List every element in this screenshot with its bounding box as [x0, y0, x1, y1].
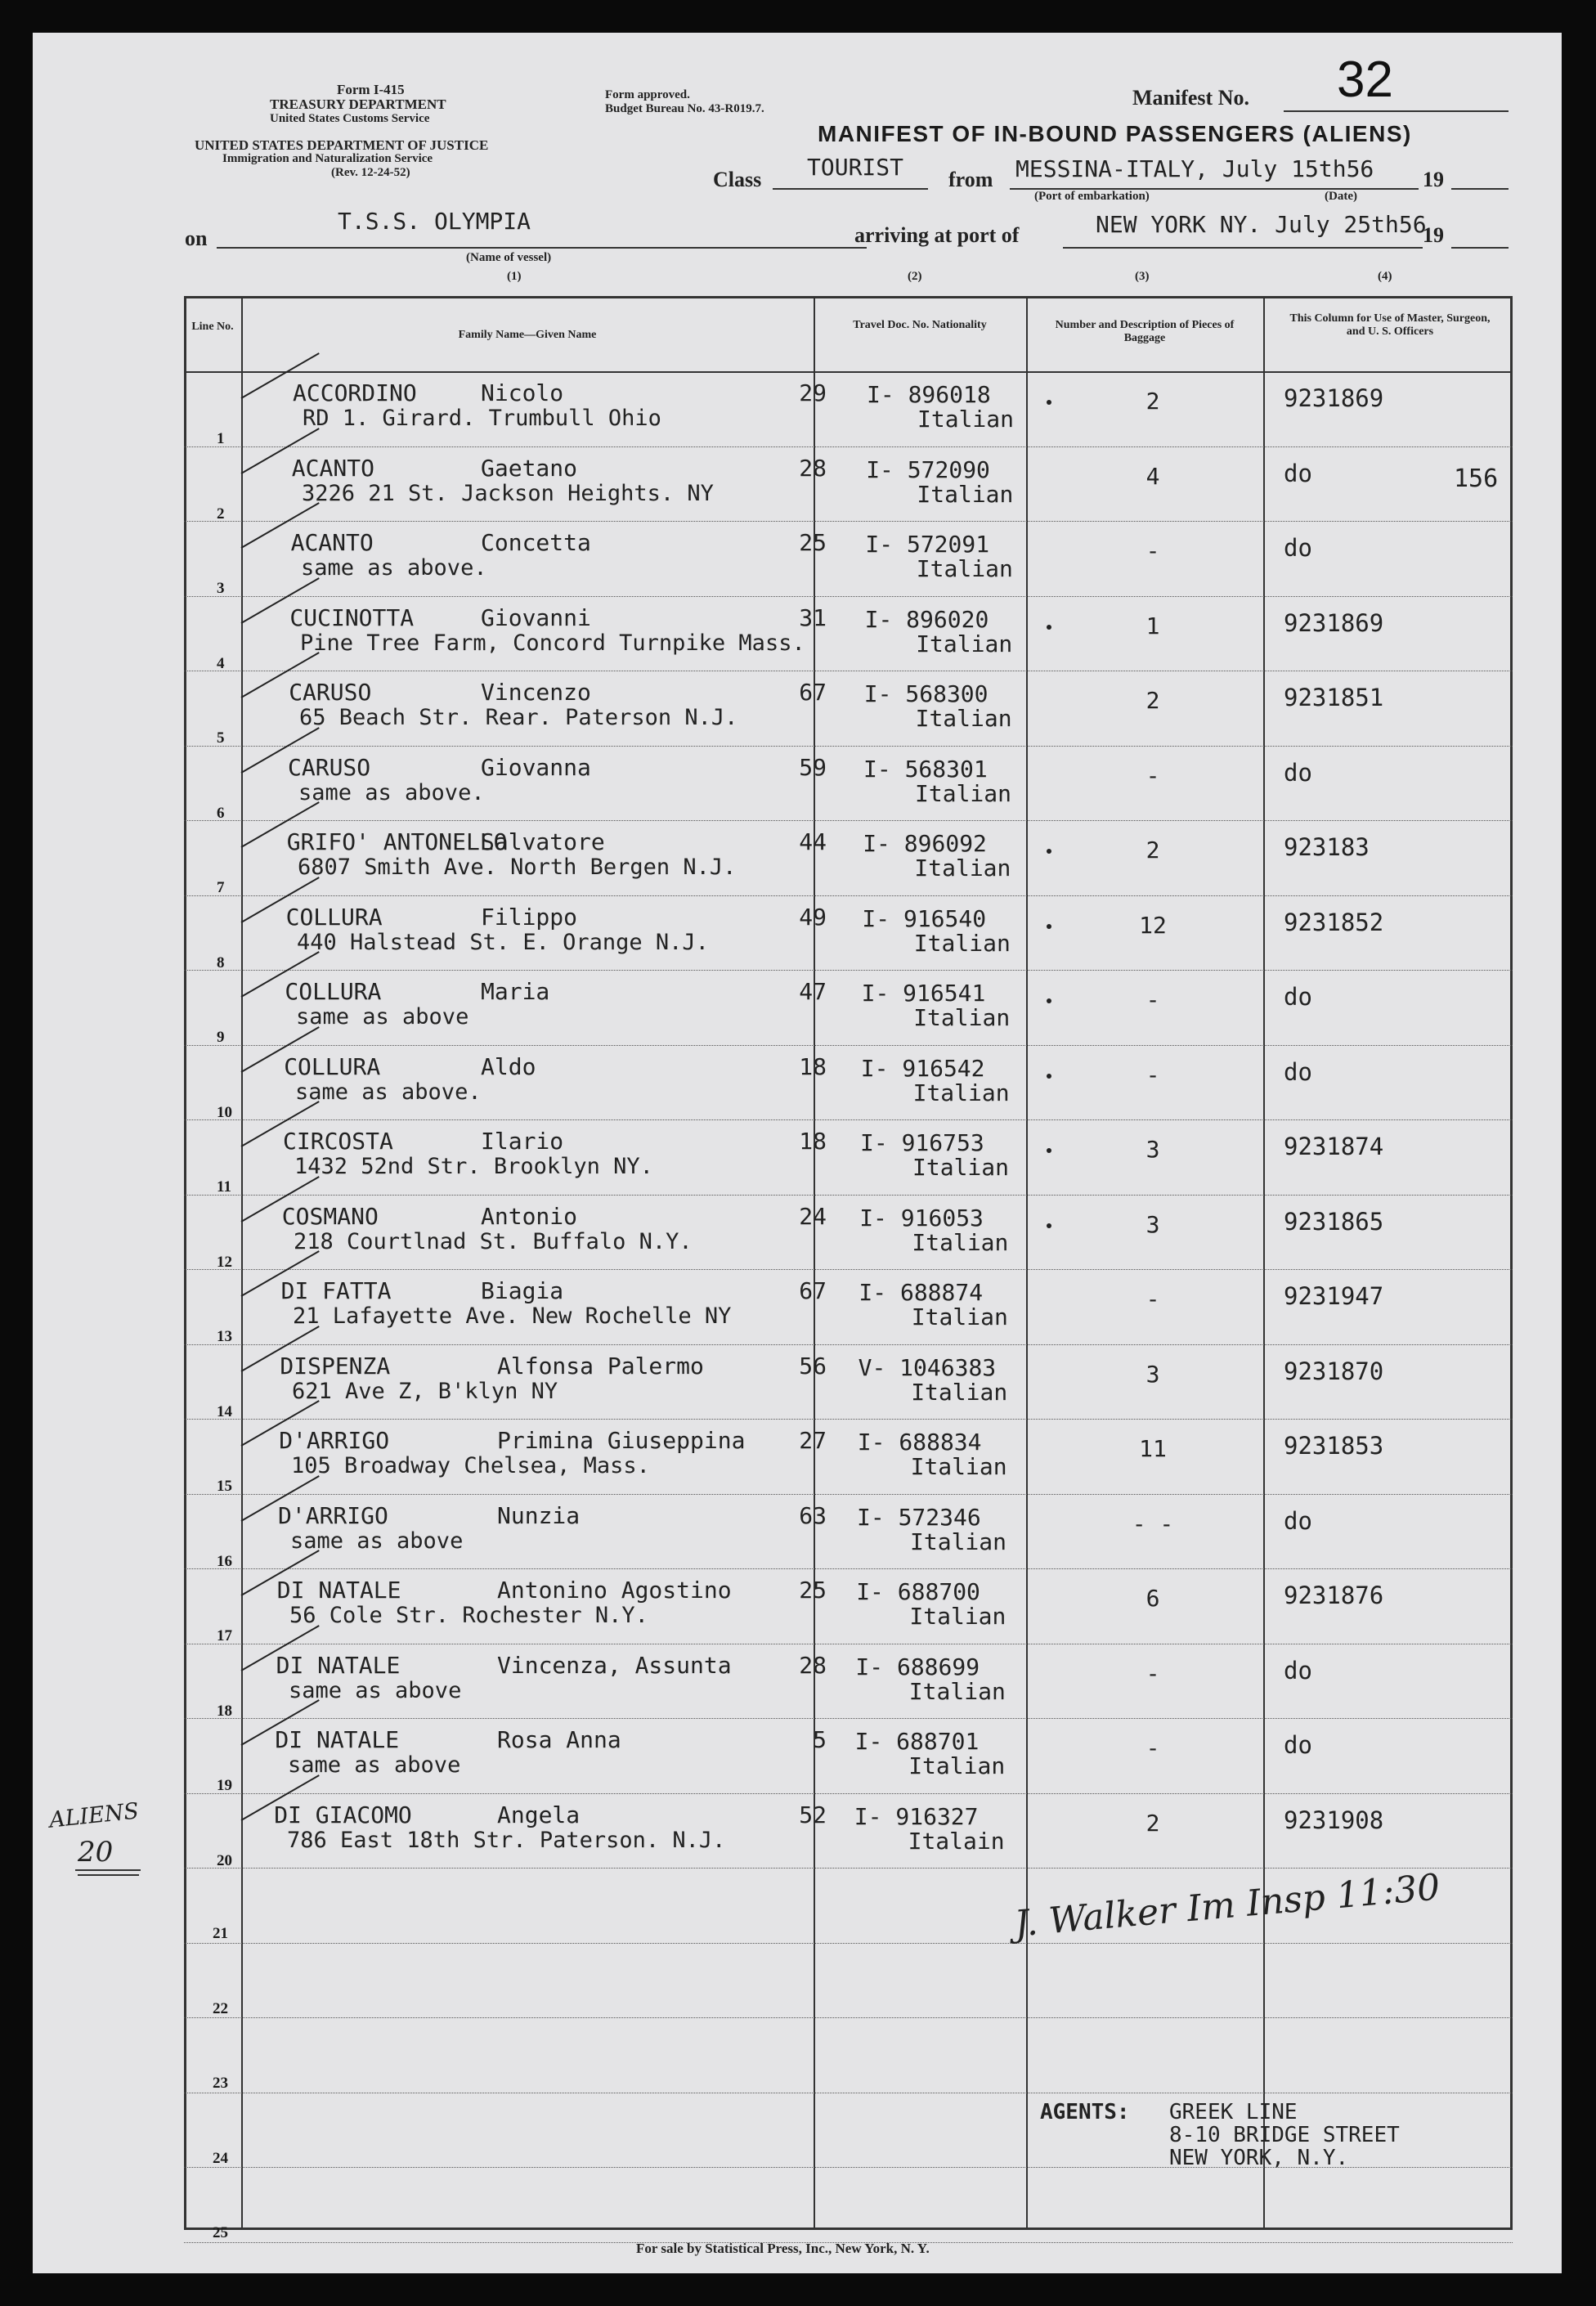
family-name: DI NATALE — [276, 1577, 401, 1604]
given-name: Antonio — [481, 1202, 578, 1230]
travel-doc-no: I- 896020 — [864, 605, 989, 633]
officer-number: 9231947 — [1284, 1282, 1384, 1310]
header-officers: This Column for Use of Master, Surgeon, and U. S. Officers — [1289, 312, 1491, 338]
officer-number: do — [1284, 1057, 1312, 1086]
line-number: 9 — [217, 1029, 225, 1046]
revision: (Rev. 12-24-52) — [331, 166, 410, 179]
family-name: ACANTO — [291, 454, 374, 482]
tick-mark — [1047, 1223, 1051, 1228]
form-approved: Form approved. — [605, 88, 690, 101]
side-note: 156 — [1454, 464, 1499, 493]
baggage-count: 2 — [1145, 1809, 1160, 1837]
line-number: 21 — [213, 1925, 228, 1942]
baggage-count: 2 — [1145, 837, 1160, 864]
vessel-name: T.S.S. OLYMPIA — [338, 208, 531, 235]
nationality: Italain — [908, 1827, 1005, 1855]
age: 52 — [799, 1801, 827, 1828]
given-name: Biagia — [481, 1277, 564, 1304]
age: 25 — [799, 529, 827, 556]
line-number: 14 — [217, 1402, 232, 1420]
nationality: Italian — [910, 1528, 1007, 1555]
given-name: Maria — [481, 978, 550, 1005]
given-name: Filippo — [481, 903, 578, 931]
header-travel-doc: Travel Doc. No. Nationality — [853, 319, 987, 331]
line-number: 5 — [217, 729, 225, 747]
arrival-value: NEW YORK NY. July 25th56 — [1096, 211, 1427, 238]
age: 29 — [799, 379, 827, 406]
nationality: Italian — [916, 555, 1013, 582]
given-name: Gaetano — [481, 454, 578, 482]
signature: J. Walker Im Insp 11:30 — [1012, 1866, 1442, 1945]
nationality: Italian — [912, 1154, 1010, 1181]
on-label: on — [185, 227, 208, 250]
line-number: 12 — [217, 1253, 232, 1271]
nationality: Italian — [912, 1228, 1009, 1256]
line-number: 2 — [217, 505, 225, 523]
ins-service: Immigration and Naturalization Service — [222, 152, 433, 165]
travel-doc-no: I- 688874 — [859, 1279, 984, 1306]
tick-mark — [1047, 998, 1051, 1003]
class-value: TOURIST — [807, 154, 904, 181]
given-name: Vincenza, Assunta — [497, 1651, 732, 1679]
given-name: Vincenzo — [481, 679, 591, 706]
year-suffix-2: 19 — [1423, 223, 1444, 247]
age: 24 — [799, 1202, 827, 1230]
officer-number: 9231869 — [1284, 384, 1384, 412]
nationality: Italian — [913, 1004, 1011, 1031]
address: 218 Courtlnad St. Buffalo N.Y. — [294, 1228, 693, 1254]
officer-number: do — [1284, 758, 1312, 787]
baggage-count: - — [1145, 1285, 1160, 1312]
line-number: 16 — [217, 1552, 232, 1570]
tick-mark — [1047, 1074, 1051, 1079]
address: same as above — [289, 1677, 462, 1703]
line-number: 10 — [217, 1103, 232, 1121]
age: 56 — [799, 1352, 827, 1380]
from-label: from — [948, 168, 993, 191]
port-caption: (Port of embarkation) — [1034, 190, 1150, 203]
age: 5 — [813, 1726, 827, 1753]
line-number: 15 — [217, 1478, 232, 1495]
given-name: Giovanni — [481, 603, 591, 631]
travel-doc-no: I- 896018 — [867, 381, 991, 408]
baggage-count: - — [1145, 986, 1160, 1013]
line-number: 22 — [213, 1999, 228, 2017]
tick-mark — [1047, 400, 1051, 405]
baggage-count: 1 — [1145, 612, 1160, 639]
date-caption: (Date) — [1325, 190, 1357, 203]
officer-number: do — [1284, 1656, 1312, 1685]
age: 28 — [799, 454, 827, 482]
form-number: Form I-415 — [337, 82, 405, 97]
family-name: CUCINOTTA — [289, 603, 415, 631]
travel-doc-no: I- 568301 — [863, 755, 988, 783]
customs-service: United States Customs Service — [270, 112, 430, 125]
address: 105 Broadway Chelsea, Mass. — [291, 1453, 650, 1478]
family-name: CARUSO — [289, 679, 372, 706]
agents-name: GREEK LINE — [1169, 2100, 1298, 2124]
travel-doc-no: I- 568300 — [863, 680, 989, 707]
manifest-title: MANIFEST OF IN-BOUND PASSENGERS (ALIENS) — [818, 121, 1412, 146]
nationality: Italian — [912, 1079, 1010, 1106]
age: 63 — [799, 1501, 827, 1529]
from-value: MESSINA-ITALY, July 15th56 — [1015, 155, 1374, 182]
family-name: CARUSO — [288, 753, 371, 781]
family-name: DI GIACOMO — [274, 1801, 412, 1828]
travel-doc-no: I- 896092 — [863, 830, 987, 857]
baggage-count: - — [1145, 761, 1160, 789]
line-number: 3 — [217, 580, 225, 597]
aliens-count: 20 — [78, 1836, 114, 1869]
baggage-count: 4 — [1145, 462, 1160, 490]
age: 47 — [799, 978, 827, 1005]
baggage-count: 2 — [1145, 388, 1160, 415]
agents-address-2: NEW YORK, N.Y. — [1169, 2146, 1349, 2170]
baggage-count: 2 — [1145, 687, 1160, 714]
line-number: 13 — [217, 1328, 232, 1345]
age: 27 — [799, 1427, 827, 1454]
address: same as above. — [295, 1079, 482, 1105]
baggage-count: 3 — [1145, 1210, 1160, 1238]
travel-doc-no: I- 916542 — [860, 1054, 985, 1082]
nationality: Italian — [910, 1453, 1007, 1480]
travel-doc-no: V- 1046383 — [858, 1353, 997, 1381]
given-name: Ilario — [481, 1128, 564, 1155]
tick-mark — [1047, 849, 1051, 854]
age: 18 — [799, 1128, 827, 1155]
family-name: DI NATALE — [275, 1726, 400, 1753]
line-number: 4 — [217, 654, 225, 672]
family-name: COSMANO — [281, 1202, 379, 1230]
year-suffix: 19 — [1423, 168, 1444, 191]
baggage-count: 12 — [1139, 911, 1167, 939]
officer-number: do — [1284, 534, 1312, 562]
officer-number: 9231865 — [1284, 1207, 1384, 1236]
officer-number: 9231852 — [1284, 908, 1384, 936]
agents-label: AGENTS: — [1040, 2100, 1130, 2124]
travel-doc-no: I- 916327 — [854, 1802, 979, 1830]
address: same as above — [290, 1528, 464, 1554]
header-name: Family Name—Given Name — [458, 329, 597, 341]
header-line-no: Line No. — [191, 321, 234, 333]
officer-number: 9231874 — [1284, 1133, 1384, 1160]
nationality: Italian — [908, 1752, 1006, 1779]
address: Pine Tree Farm, Concord Turnpike Mass. — [300, 630, 805, 656]
col-number-1: (1) — [507, 270, 522, 283]
address: 65 Beach Str. Rear. Paterson N.J. — [299, 705, 738, 730]
family-name: GRIFO' ANTONELLO — [286, 828, 508, 855]
age: 18 — [799, 1052, 827, 1080]
given-name: Alfonsa Palermo — [497, 1352, 704, 1380]
officer-number: do — [1284, 1506, 1312, 1535]
treasury-dept: TREASURY DEPARTMENT — [270, 96, 446, 112]
passenger-rows — [33, 33, 1562, 2273]
address: 21 Lafayette Ave. New Rochelle NY — [293, 1303, 732, 1329]
address: same as above. — [301, 555, 487, 581]
address: 56 Cole Str. Rochester N.Y. — [289, 1603, 648, 1628]
given-name: Angela — [497, 1801, 581, 1828]
baggage-count: - — [1145, 1659, 1160, 1687]
given-name: Primina Giuseppina — [497, 1427, 746, 1454]
baggage-count: - — [1145, 537, 1160, 564]
age: 28 — [799, 1651, 827, 1679]
nationality: Italian — [917, 480, 1014, 508]
age: 67 — [799, 1277, 827, 1304]
family-name: COLLURA — [285, 978, 382, 1005]
line-number: 6 — [217, 804, 225, 822]
family-name: ACANTO — [290, 529, 374, 556]
officer-number: do — [1284, 459, 1312, 487]
travel-doc-no: I- 916753 — [860, 1129, 984, 1156]
printer-footer: For sale by Statistical Press, Inc., New York, N. Y. — [636, 2241, 930, 2256]
col-number-2: (2) — [908, 270, 922, 283]
baggage-count: - — [1145, 1734, 1160, 1761]
age: 67 — [799, 679, 827, 706]
officer-number: 9231853 — [1284, 1432, 1384, 1460]
line-number: 19 — [217, 1777, 232, 1794]
aliens-label: ALIENS — [47, 1798, 141, 1833]
baggage-count: 3 — [1145, 1136, 1160, 1163]
officer-number: do — [1284, 983, 1312, 1011]
family-name: D'ARRIGO — [278, 1501, 388, 1529]
baggage-count: 3 — [1145, 1360, 1160, 1388]
address: 621 Ave Z, B'klyn NY — [292, 1378, 558, 1404]
family-name: DI FATTA — [280, 1277, 392, 1304]
line-number: 25 — [213, 2224, 228, 2241]
given-name: Nunzia — [497, 1501, 581, 1529]
address: same as above. — [298, 779, 485, 805]
line-number: 11 — [217, 1178, 231, 1196]
nationality: Italian — [908, 1677, 1006, 1705]
line-number: 17 — [217, 1627, 232, 1644]
officer-number: 9231876 — [1284, 1581, 1384, 1609]
arriving-label: arriving at port of — [854, 223, 1020, 247]
line-number: 8 — [217, 953, 225, 971]
line-number: 18 — [217, 1702, 232, 1720]
tick-mark — [1047, 625, 1051, 630]
travel-doc-no: I- 572090 — [866, 455, 990, 483]
line-number: 1 — [217, 430, 225, 447]
manifest-page — [33, 33, 1562, 2273]
family-name: CIRCOSTA — [283, 1128, 393, 1155]
travel-doc-no: I- 916053 — [859, 1204, 984, 1232]
family-name: COLLURA — [284, 1052, 381, 1080]
address: 1432 52nd Str. Brooklyn NY. — [294, 1154, 653, 1179]
baggage-count: - - — [1132, 1510, 1174, 1537]
nationality: Italian — [915, 705, 1012, 732]
nationality: Italian — [911, 1378, 1008, 1406]
travel-doc-no: I- 916541 — [861, 980, 986, 1007]
col-number-3: (3) — [1135, 270, 1150, 283]
line-number: 7 — [217, 879, 225, 896]
address: 6807 Smith Ave. North Bergen N.J. — [298, 855, 737, 880]
agents-address-1: 8-10 BRIDGE STREET — [1169, 2123, 1400, 2147]
age: 44 — [799, 828, 827, 855]
given-name: Antonino Agostino — [497, 1577, 732, 1604]
line-number: 24 — [213, 2149, 228, 2167]
family-name: DISPENZA — [280, 1352, 391, 1380]
address: 3226 21 St. Jackson Heights. NY — [302, 480, 714, 506]
age: 59 — [799, 753, 827, 781]
travel-doc-no: I- 688699 — [855, 1653, 980, 1680]
nationality: Italian — [916, 630, 1013, 657]
col-number-4: (4) — [1378, 270, 1392, 283]
address: 786 East 18th Str. Paterson. N.J. — [287, 1827, 726, 1853]
family-name: D'ARRIGO — [279, 1427, 390, 1454]
officer-number: 9231908 — [1284, 1806, 1384, 1834]
officer-number: 9231869 — [1284, 608, 1384, 637]
age: 31 — [799, 603, 827, 631]
travel-doc-no: I- 916540 — [862, 904, 987, 932]
officer-number: 923183 — [1284, 833, 1370, 861]
given-name: Nicolo — [481, 379, 564, 406]
nationality: Italian — [914, 855, 1011, 882]
class-label: Class — [713, 168, 762, 191]
baggage-count: - — [1145, 1061, 1160, 1088]
family-name: DI NATALE — [276, 1651, 401, 1679]
officer-number: 9231870 — [1284, 1357, 1384, 1385]
nationality: Italian — [917, 406, 1015, 433]
given-name: Concetta — [481, 529, 591, 556]
address: same as above — [288, 1752, 461, 1778]
given-name: Salvatore — [481, 828, 605, 855]
tick-mark — [1047, 924, 1051, 929]
nationality: Italian — [909, 1603, 1006, 1630]
manifest-label: Manifest No. — [1132, 86, 1249, 110]
address: same as above — [296, 1004, 469, 1030]
family-name: ACCORDINO — [293, 379, 417, 406]
nationality: Italian — [915, 779, 1012, 807]
officer-number: 9231851 — [1284, 684, 1384, 711]
travel-doc-no: I- 688701 — [854, 1728, 980, 1755]
nationality: Italian — [911, 1303, 1008, 1330]
travel-doc-no: I- 688700 — [856, 1578, 980, 1605]
travel-doc-no: I- 572346 — [857, 1503, 981, 1531]
baggage-count: 11 — [1139, 1435, 1167, 1462]
line-number: 23 — [213, 2075, 228, 2092]
officer-number: do — [1284, 1731, 1312, 1759]
nationality: Italian — [913, 929, 1011, 957]
justice-dept: UNITED STATES DEPARTMENT OF JUSTICE — [195, 137, 489, 153]
travel-doc-no: I- 572091 — [865, 531, 990, 558]
travel-doc-no: I- 688834 — [857, 1429, 982, 1456]
address: RD 1. Girard. Trumbull Ohio — [303, 406, 661, 431]
budget-bureau: Budget Bureau No. 43-R019.7. — [605, 102, 764, 115]
header-baggage: Number and Description of Pieces of Baggage — [1055, 319, 1235, 344]
age: 25 — [799, 1577, 827, 1604]
given-name: Giovanna — [481, 753, 591, 781]
line-number: 20 — [217, 1851, 232, 1869]
family-name: COLLURA — [285, 903, 383, 931]
address: 440 Halstead St. E. Orange N.J. — [297, 929, 709, 955]
given-name: Aldo — [481, 1052, 536, 1080]
baggage-count: 6 — [1145, 1585, 1160, 1612]
age: 49 — [799, 903, 827, 931]
given-name: Rosa Anna — [497, 1726, 621, 1753]
manifest-number: 32 — [1337, 52, 1393, 108]
vessel-caption: (Name of vessel) — [466, 251, 552, 264]
tick-mark — [1047, 1148, 1051, 1153]
